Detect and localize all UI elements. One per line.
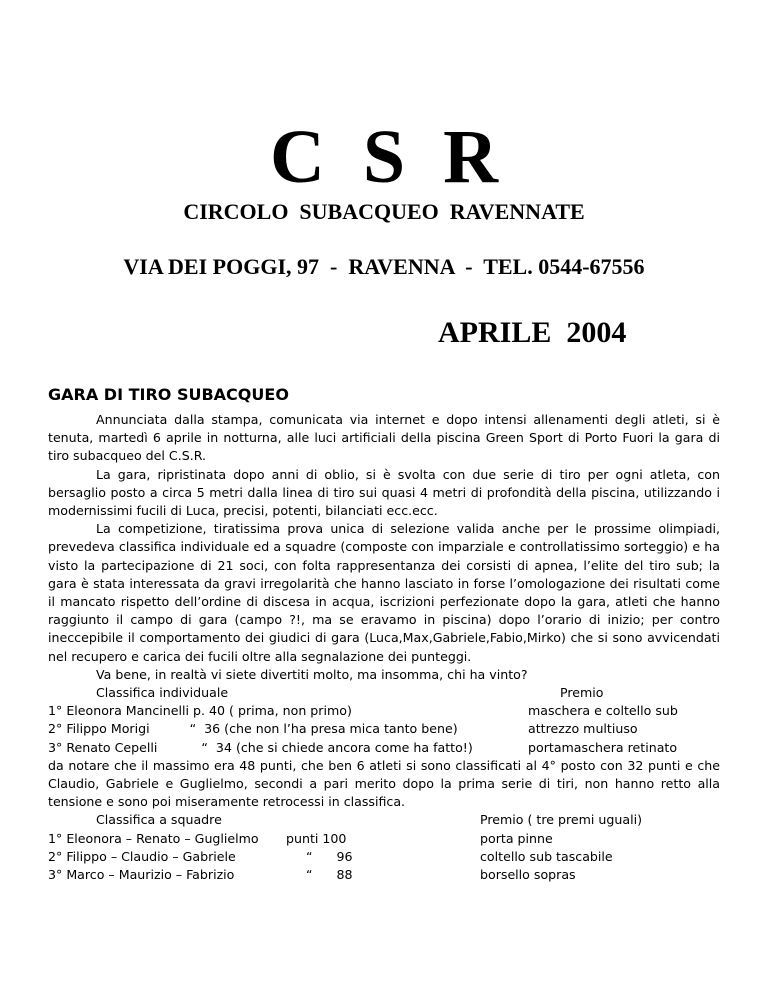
team-members: 3° Marco – Maurizio – Fabrizio bbox=[48, 866, 235, 882]
team-members: 1° Eleonora – Renato – Guglielmo bbox=[48, 830, 259, 846]
ranking-prize: portamaschera retinato bbox=[528, 739, 678, 755]
club-address: VIA DEI POGGI, 97 - RAVENNA - TEL. 0544-67556 bbox=[123, 254, 645, 279]
team-row bbox=[48, 848, 720, 866]
team-members: 2° Filippo – Claudio – Gabriele bbox=[48, 848, 236, 864]
ranking-row bbox=[48, 739, 720, 757]
ranking-prize: attrezzo multiuso bbox=[528, 721, 638, 737]
prize-label: Premio ( tre premi uguali) bbox=[480, 812, 643, 828]
paragraph: Annunciata dalla stampa, comunicata via internet e dopo intensi allenamenti degli atleti, si è tenuta, martedì 6 aprile in notturna, alle luci artificiali della piscina Green Sport di Porto Fuori la gara di tiro subacqueo del C.S.R. bbox=[48, 412, 720, 464]
article-body bbox=[48, 411, 720, 884]
ranking-prize: maschera e coltello sub bbox=[528, 703, 678, 719]
team-ranking-label: Classifica a squadre bbox=[96, 812, 222, 828]
ranking-entry: 3° Renato Cepelli “ 34 (che si chiede ancora come ha fatto!) bbox=[48, 739, 473, 755]
paragraph: Va bene, in realtà vi siete divertiti molto, ma insomma, chi ha vinto? bbox=[96, 666, 528, 682]
logo-title: C S R bbox=[269, 115, 499, 199]
team-points: punti 100 bbox=[286, 830, 347, 846]
ranking-row bbox=[48, 702, 720, 720]
individual-ranking-label: Classifica individuale bbox=[96, 685, 229, 701]
paragraph: La gara, ripristinata dopo anni di oblio, si è svolta con due serie di tiro per ogni atleta, con bersaglio posto a circa 5 metri dalla linea di tiro sui quasi 4 metri di profondità della piscina, utilizzando i modernissimi fucili di Luca, precisi, potenti, bilanciati ecc.ecc. bbox=[48, 466, 720, 519]
team-ranking-header bbox=[48, 811, 720, 829]
team-row bbox=[48, 866, 720, 884]
team-prize: coltello sub tascabile bbox=[480, 848, 613, 864]
ranking-entry: 1° Eleonora Mancinelli p. 40 ( prima, non primo) bbox=[48, 703, 352, 719]
team-points: “ 96 bbox=[306, 848, 353, 864]
team-prize: porta pinne bbox=[480, 830, 553, 846]
article-title: GARA DI TIRO SUBACQUEO bbox=[48, 385, 289, 404]
individual-ranking-header bbox=[48, 684, 720, 702]
prize-label: Premio bbox=[560, 685, 604, 701]
team-points: “ 88 bbox=[306, 866, 353, 882]
ranking-entry: 2° Filippo Morigi “ 36 (che non l’ha presa mica tanto bene) bbox=[48, 721, 458, 737]
team-row bbox=[48, 830, 720, 848]
club-name: CIRCOLO SUBACQUEO RAVENNATE bbox=[183, 199, 585, 224]
paragraph: da notare che il massimo era 48 punti, che ben 6 atleti si sono classificati al 4° posto con 32 punti e che Claudio, Gabriele e Guglielmo, secondi a pari merito dopo la prima serie di tiri, non hanno retto alla tensione e sono poi miseramente retrocessi in classifica. bbox=[48, 757, 720, 810]
paragraph: La competizione, tiratissima prova unica di selezione valida anche per le prossime olimpiadi, prevedeva classifica individuale ed a squadre (composte con imparziale e controllatissimo sorteggio) e ha visto la partecipazione di 21 soci, con folta rappresentanza dei corsisti di apnea, l’elite del tiro sub; la gara è stata interessata da gravi irregolarità che hanno lasciato in forse l’omologazione dei risultati come il mancato rispetto dell’ordine di discesa in acqua, iscrizioni perfezionate dopo la gara, atleti che hanno raggiunto il campo di gara (campo ?!, ma se eravamo in piscina) dopo l’orario di inizio; per contro ineccepibile il comportamento dei giudici di gara (Luca,Max,Gabriele,Fabio,Mirko) che si sono avvicendati nel recupero e carica dei fucili oltre alla segnalazione dei punteggi. bbox=[48, 521, 720, 664]
ranking-row bbox=[48, 720, 720, 738]
issue-date: APRILE 2004 bbox=[438, 316, 627, 349]
team-prize: borsello sopras bbox=[480, 866, 576, 882]
